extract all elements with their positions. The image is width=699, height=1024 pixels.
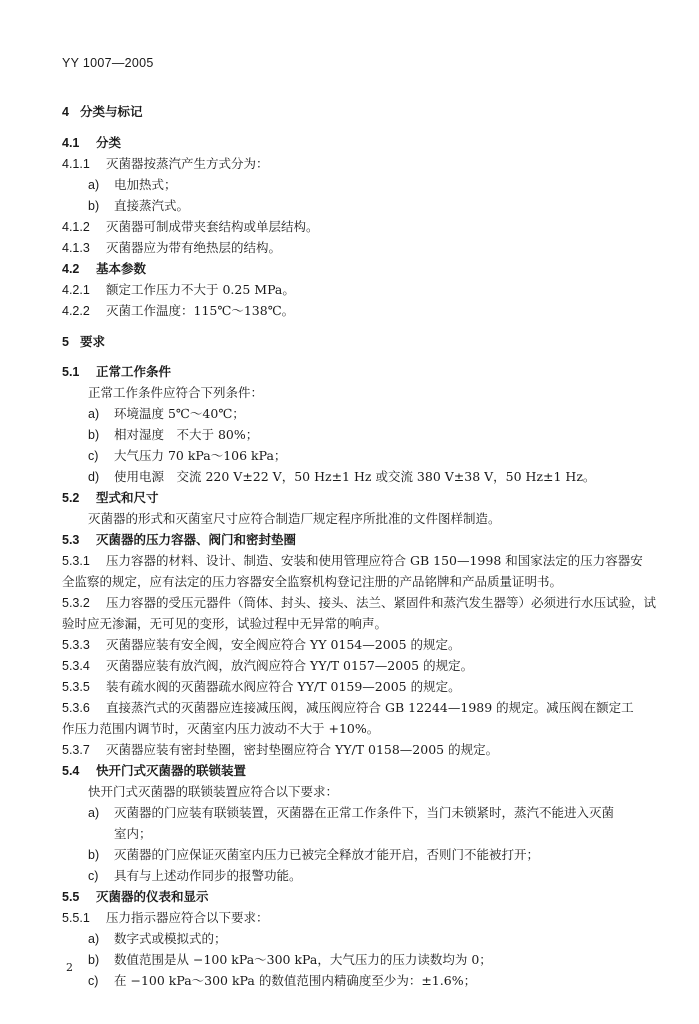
text-line-s5-3-1: [62, 553, 643, 569]
text-line-s4-1-2: [62, 219, 319, 235]
clause-number: 4.1: [62, 136, 80, 150]
clause-text: 环境温度 5℃～40℃；: [114, 406, 245, 421]
clause-number: 4.1.1: [62, 157, 90, 171]
clause-number: a): [88, 932, 100, 946]
text-line-s5-1: [62, 364, 171, 380]
clause-text: 作压力范围内调节时，灭菌室内压力波动不大于 +10%。: [62, 721, 380, 736]
clause-number: a): [88, 407, 100, 421]
clause-number: b): [88, 428, 100, 442]
standard-header: YY 1007—2005: [62, 56, 154, 70]
clause-number: 5.3.1: [62, 554, 90, 568]
clause-number: 4.2.1: [62, 283, 90, 297]
clause-number: 5.3.5: [62, 680, 90, 694]
clause-text: 压力容器的受压元器件（筒体、封头、接头、法兰、紧固件和蒸汽发生器等）必须进行水压试验，试: [106, 595, 657, 610]
clause-text: 灭菌器应为带有绝热层的结构。: [106, 240, 282, 255]
page-number: 2: [66, 961, 73, 974]
clause-number: 5.3.2: [62, 596, 90, 610]
text-line-s5-1-c: [88, 448, 286, 464]
clause-text: 数字式或模拟式的；: [114, 931, 227, 946]
clause-number: 4: [62, 105, 69, 119]
clause-text: 快开门式灭菌器的联锁装置应符合以下要求：: [88, 784, 339, 799]
clause-text: 灭菌器的门应装有联锁装置，灭菌器在正常工作条件下，当门未锁紧时，蒸汽不能进入灭菌: [114, 805, 615, 820]
text-line-s5: [62, 334, 105, 350]
clause-text: 室内；: [114, 826, 152, 841]
clause-text: 具有与上述动作同步的报警功能。: [114, 868, 302, 883]
text-line-s5-4-c: [88, 868, 302, 884]
clause-text: 灭菌器按蒸汽产生方式分为：: [106, 156, 269, 171]
text-line-s4-1-3: [62, 240, 281, 256]
clause-number: b): [88, 848, 100, 862]
clause-text: 灭菌器的仪表和显示: [96, 889, 209, 904]
clause-text: 压力指示器应符合以下要求：: [106, 910, 269, 925]
clause-number: 4.2.2: [62, 304, 90, 318]
text-line-s4-2-2: [62, 303, 294, 319]
text-line-s4-1: [62, 135, 121, 151]
clause-text: 灭菌器的压力容器、阀门和密封垫圈: [96, 532, 297, 547]
clause-text: 验时应无渗漏，无可见的变形，试验过程中无异常的响声。: [62, 616, 388, 631]
clause-number: 5.2: [62, 491, 80, 505]
text-line-s5-1-b: [88, 427, 258, 443]
clause-text: 在 −100 kPa～300 kPa 的数值范围内精确度至少为：±1.6%；: [114, 973, 477, 988]
text-line-s4-1-1-b: [88, 198, 189, 214]
clause-number: 5.3.3: [62, 638, 90, 652]
text-line-s4-2: [62, 261, 146, 277]
clause-text: 灭菌器应装有安全阀，安全阀应符合 YY 0154—2005 的规定。: [106, 637, 461, 652]
text-line-s5-5-1-b: [88, 952, 492, 968]
text-line-s5-3-5: [62, 679, 461, 695]
clause-text: 压力容器的材料、设计、制造、安装和使用管理应符合 GB 150—1998 和国家法定的压力容器安: [106, 553, 643, 568]
clause-number: 5.3: [62, 533, 80, 547]
text-line-s5-3-2: [62, 595, 656, 611]
clause-number: 5.4: [62, 764, 80, 778]
clause-text: 快开门式灭菌器的联锁装置: [96, 763, 247, 778]
text-line-s5-4-b: [88, 847, 539, 863]
clause-text: 数值范围是从 −100 kPa～300 kPa，大气压力的压力读数均为 0；: [114, 952, 492, 967]
text-line-s4-1-1: [62, 156, 269, 172]
clause-number: 5.5.1: [62, 911, 90, 925]
clause-text: 灭菌器的形式和灭菌室尺寸应符合制造厂规定程序所批准的文件图样制造。: [88, 511, 501, 526]
text-line-s5-3-2-cont: [62, 616, 387, 632]
clause-number: 5.3.4: [62, 659, 90, 673]
clause-number: 4.1.3: [62, 241, 90, 255]
text-line-s5-4-a-cont: [114, 826, 152, 842]
clause-number: c): [88, 869, 99, 883]
clause-text: 正常工作条件: [96, 364, 172, 379]
clause-text: 电加热式；: [114, 177, 177, 192]
text-line-s5-5-1: [62, 910, 269, 926]
clause-text: 灭菌工作温度：115℃～138℃。: [106, 303, 295, 318]
clause-text: 型式和尺寸: [96, 490, 159, 505]
text-line-s5-5-1-a: [88, 931, 227, 947]
clause-number: 5.5: [62, 890, 80, 904]
text-line-s5-4-intro: [88, 784, 338, 800]
clause-text: 额定工作压力不大于 0.25 MPa。: [106, 282, 295, 297]
text-line-s5-5-1-c: [88, 973, 476, 989]
clause-text: 相对湿度 不大于 80%；: [114, 427, 259, 442]
clause-text: 使用电源 交流 220 V±22 V，50 Hz±1 Hz 或交流 380 V±38 V，50 Hz±1 Hz。: [114, 469, 596, 484]
clause-text: 直接蒸汽式的灭菌器应连接减压阀，减压阀应符合 GB 12244—1989 的规定。减压阀在额定工: [106, 700, 634, 715]
clause-text: 正常工作条件应符合下列条件：: [88, 385, 264, 400]
text-line-s5-3: [62, 532, 296, 548]
clause-text: 灭菌器应装有密封垫圈，密封垫圈应符合 YY/T 0158—2005 的规定。: [106, 742, 499, 757]
clause-number: b): [88, 953, 100, 967]
clause-text: 要求: [80, 334, 106, 349]
clause-text: 装有疏水阀的灭菌器疏水阀应符合 YY/T 0159—2005 的规定。: [106, 679, 461, 694]
text-line-s5-4-a: [88, 805, 614, 821]
clause-number: a): [88, 806, 100, 820]
clause-text: 灭菌器应装有放汽阀，放汽阀应符合 YY/T 0157—2005 的规定。: [106, 658, 474, 673]
text-line-s5-3-3: [62, 637, 461, 653]
text-line-s4: [62, 104, 143, 120]
clause-text: 基本参数: [96, 261, 147, 276]
clause-number: 5.1: [62, 365, 80, 379]
clause-text: 直接蒸汽式。: [114, 198, 190, 213]
clause-text: 全监察的规定，应有法定的压力容器安全监察机构登记注册的产品铭牌和产品质量证明书。: [62, 574, 563, 589]
clause-number: c): [88, 974, 99, 988]
clause-text: 大气压力 70 kPa～106 kPa；: [114, 448, 287, 463]
text-line-s5-3-6-cont: [62, 721, 379, 737]
text-line-s5-3-4: [62, 658, 473, 674]
text-line-s5-2-text: [88, 511, 501, 527]
clause-number: d): [88, 470, 100, 484]
clause-text: 灭菌器的门应保证灭菌室内压力已被完全释放才能开启，否则门不能被打开；: [114, 847, 540, 862]
text-line-s5-5: [62, 889, 209, 905]
clause-text: 分类与标记: [80, 104, 143, 119]
text-line-s5-4: [62, 763, 246, 779]
text-line-s5-3-1-cont: [62, 574, 562, 590]
text-line-s5-1-intro: [88, 385, 263, 401]
clause-number: c): [88, 449, 99, 463]
clause-number: b): [88, 199, 100, 213]
text-line-s5-3-6: [62, 700, 634, 716]
text-line-s5-2: [62, 490, 159, 506]
clause-number: 5.3.6: [62, 701, 90, 715]
text-line-s4-2-1: [62, 282, 295, 298]
text-line-s4-1-1-a: [88, 177, 177, 193]
text-line-s5-3-7: [62, 742, 498, 758]
clause-text: 分类: [96, 135, 122, 150]
text-line-s5-1-a: [88, 406, 245, 422]
clause-number: 4.2: [62, 262, 80, 276]
text-line-s5-1-d: [88, 469, 595, 485]
clause-number: 5: [62, 335, 69, 349]
clause-number: 5.3.7: [62, 743, 90, 757]
clause-text: 灭菌器可制成带夹套结构或单层结构。: [106, 219, 319, 234]
clause-number: a): [88, 178, 100, 192]
clause-number: 4.1.2: [62, 220, 90, 234]
